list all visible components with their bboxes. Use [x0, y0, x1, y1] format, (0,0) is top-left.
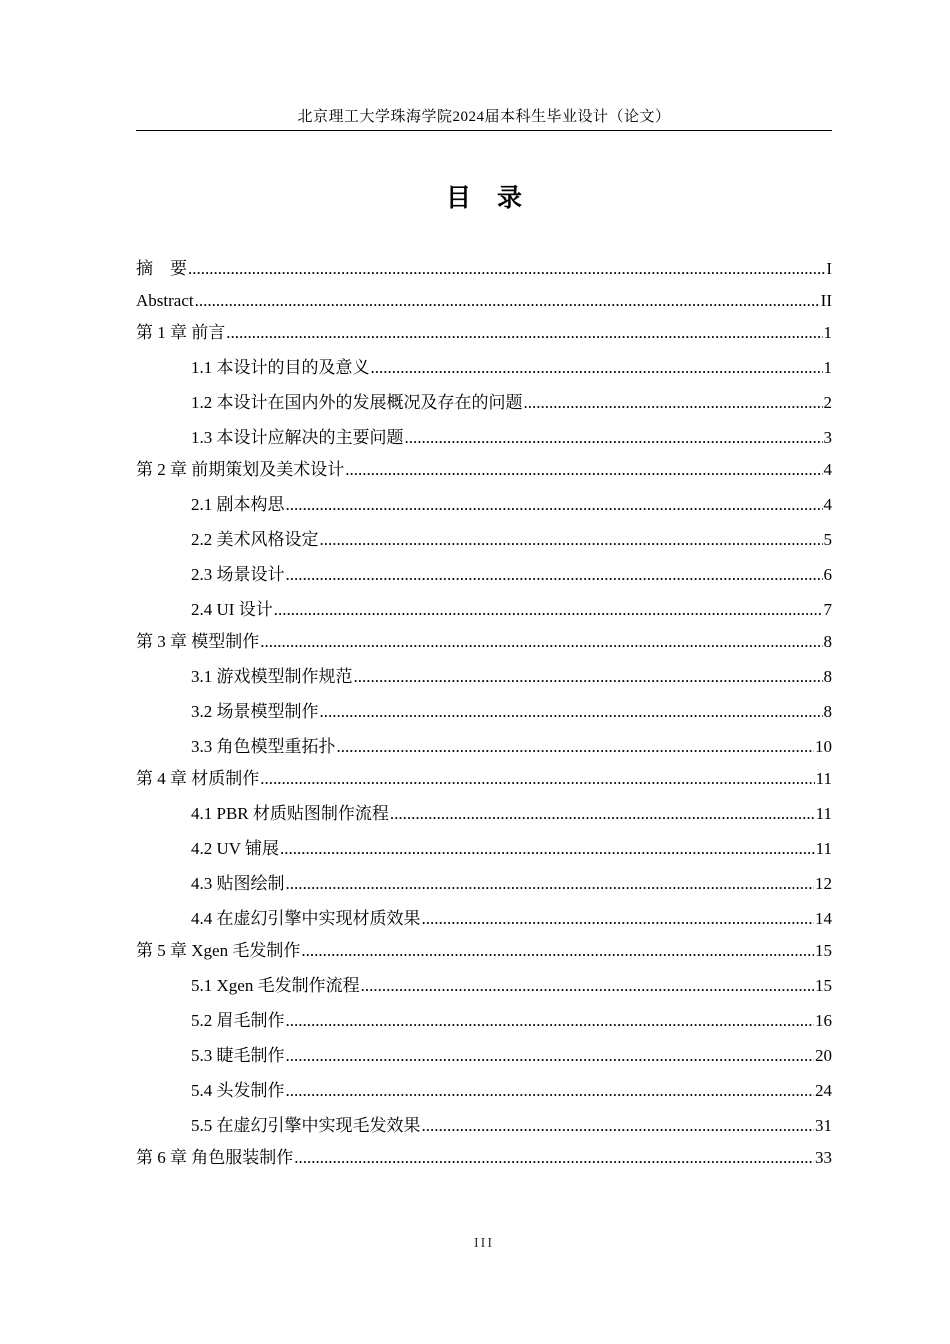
toc-entry-page-number: 31 [815, 1116, 832, 1135]
toc-entry-label: 1.3 本设计应解决的主要问题 [191, 428, 404, 447]
toc-entry-page-number: 20 [815, 1046, 832, 1065]
toc-entry-page-number: 33 [815, 1148, 832, 1167]
toc-entry-page-number: II [820, 291, 832, 310]
dot-leader [195, 285, 820, 317]
toc-entry-label: 5.4 头发制作 [191, 1081, 285, 1100]
toc-entry-section[interactable] [136, 658, 832, 693]
toc-entry-section[interactable] [136, 795, 832, 830]
dot-leader [286, 865, 815, 903]
toc-entry-chapter[interactable] [136, 285, 832, 317]
toc-entry-section[interactable] [136, 1107, 832, 1142]
dot-leader [280, 830, 815, 868]
toc-entry-label: 第 6 章 角色服装制作 [136, 1148, 294, 1167]
toc-entry-page-number: 2 [823, 393, 832, 412]
toc-entry-page-number: 8 [823, 632, 832, 651]
toc-entry-section[interactable] [136, 1037, 832, 1072]
toc-entry-section[interactable] [136, 349, 832, 384]
toc-entry-page-number: 5 [823, 530, 832, 549]
toc-entry-page-number: 11 [815, 769, 832, 788]
toc-entry-chapter[interactable] [136, 1142, 832, 1174]
dot-leader [320, 521, 823, 559]
toc-entry-section[interactable] [136, 693, 832, 728]
toc-entry-chapter[interactable] [136, 763, 832, 795]
toc-entry-page-number: 15 [815, 941, 832, 960]
toc-entry-label: 1.2 本设计在国内外的发展概况及存在的问题 [191, 393, 523, 412]
toc-entry-page-number: 15 [815, 976, 832, 995]
toc-entry-section[interactable] [136, 900, 832, 935]
toc-entry-page-number: 11 [815, 804, 832, 823]
toc-entry-section[interactable] [136, 384, 832, 419]
header-rule [136, 130, 832, 131]
toc-entry-chapter[interactable] [136, 317, 832, 349]
toc-entry-section[interactable] [136, 1002, 832, 1037]
toc-entry-page-number: 11 [815, 839, 832, 858]
toc-entry-page-number: 12 [815, 874, 832, 893]
toc-entry-chapter[interactable] [136, 626, 832, 658]
dot-leader [286, 1037, 815, 1075]
dot-leader [422, 1107, 815, 1145]
toc-title-char-2: 录 [497, 183, 523, 212]
dot-leader [286, 486, 823, 524]
toc-entry-label: 第 3 章 模型制作 [136, 632, 260, 651]
toc-entry-section[interactable] [136, 556, 832, 591]
toc-title [136, 180, 832, 216]
toc-entry-label: 5.3 睫毛制作 [191, 1046, 285, 1065]
toc-entry-page-number: 7 [823, 600, 832, 619]
dot-leader [390, 795, 815, 833]
toc-entry-label: 2.3 场景设计 [191, 565, 285, 584]
toc-entry-section[interactable] [136, 419, 832, 454]
toc-entry-section[interactable] [136, 486, 832, 521]
toc-entry-page-number: 24 [815, 1081, 832, 1100]
toc-entry-chapter[interactable] [136, 935, 832, 967]
dot-leader [422, 900, 815, 938]
toc-entry-label: 1.1 本设计的目的及意义 [191, 358, 370, 377]
dot-leader [286, 1002, 815, 1040]
toc-entry-section[interactable] [136, 830, 832, 865]
toc-entry-section[interactable] [136, 1072, 832, 1107]
toc-entry-chapter[interactable] [136, 454, 832, 486]
dot-leader [274, 591, 823, 629]
toc-entry-label: 2.2 美术风格设定 [191, 530, 319, 549]
dot-leader [260, 626, 822, 658]
toc-entry-page-number: 3 [823, 428, 832, 447]
toc-entry-section[interactable] [136, 967, 832, 1002]
toc-entry-page-number: 14 [815, 909, 832, 928]
dot-leader [188, 253, 825, 285]
toc-entry-label: 第 5 章 Xgen 毛发制作 [136, 941, 301, 960]
toc-entry-label: 2.4 UI 设计 [191, 600, 273, 619]
toc-entry-section[interactable] [136, 865, 832, 900]
dot-leader [226, 317, 822, 349]
toc-entry-section[interactable] [136, 728, 832, 763]
toc-entry-page-number: 4 [823, 460, 832, 479]
dot-leader [354, 658, 823, 696]
toc-entry-label: 第 2 章 前期策划及美术设计 [136, 460, 345, 479]
dot-leader [294, 1142, 814, 1174]
table-of-contents [136, 253, 832, 1174]
dot-leader [361, 967, 814, 1005]
dot-leader [286, 556, 823, 594]
toc-entry-page-number: 1 [823, 323, 832, 342]
page-number: III [474, 1236, 494, 1251]
dot-leader [286, 1072, 815, 1110]
toc-entry-label: 2.1 剧本构思 [191, 495, 285, 514]
toc-entry-page-number: 6 [823, 565, 832, 584]
toc-entry-label: 4.4 在虚幻引擎中实现材质效果 [191, 909, 421, 928]
toc-entry-page-number: 1 [823, 358, 832, 377]
dot-leader [260, 763, 814, 795]
dot-leader [337, 728, 815, 766]
dot-leader [301, 935, 814, 967]
toc-entry-label: 3.3 角色模型重拓扑 [191, 737, 336, 756]
dot-leader [524, 384, 823, 422]
toc-entry-section[interactable] [136, 521, 832, 556]
toc-entry-label: 4.3 贴图绘制 [191, 874, 285, 893]
toc-entry-section[interactable] [136, 591, 832, 626]
dot-leader [371, 349, 823, 387]
dot-leader [345, 454, 822, 486]
toc-entry-page-number: 10 [815, 737, 832, 756]
toc-entry-label: 5.5 在虚幻引擎中实现毛发效果 [191, 1116, 421, 1135]
toc-entry-label: 4.2 UV 铺展 [191, 839, 279, 858]
toc-entry-chapter[interactable] [136, 253, 832, 285]
toc-entry-label: 3.2 场景模型制作 [191, 702, 319, 721]
page-header: 北京理工大学珠海学院2024届本科生毕业设计（论文） [297, 109, 671, 125]
toc-entry-label: 5.2 眉毛制作 [191, 1011, 285, 1030]
dot-leader [405, 419, 823, 457]
toc-entry-label: 第 1 章 前言 [136, 323, 226, 342]
toc-entry-page-number: 16 [815, 1011, 832, 1030]
toc-entry-page-number: 8 [823, 702, 832, 721]
toc-entry-page-number: 8 [823, 667, 832, 686]
toc-entry-label: 第 4 章 材质制作 [136, 769, 260, 788]
toc-entry-page-number: 4 [823, 495, 832, 514]
toc-entry-page-number: I [826, 259, 832, 278]
toc-entry-label: 4.1 PBR 材质贴图制作流程 [191, 804, 389, 823]
toc-entry-label: Abstract [136, 291, 194, 310]
toc-entry-label: 3.1 游戏模型制作规范 [191, 667, 353, 686]
dot-leader [320, 693, 823, 731]
toc-entry-label: 5.1 Xgen 毛发制作流程 [191, 976, 360, 995]
toc-entry-label: 摘 要 [136, 259, 187, 278]
toc-title-char-1: 目 [445, 183, 471, 212]
